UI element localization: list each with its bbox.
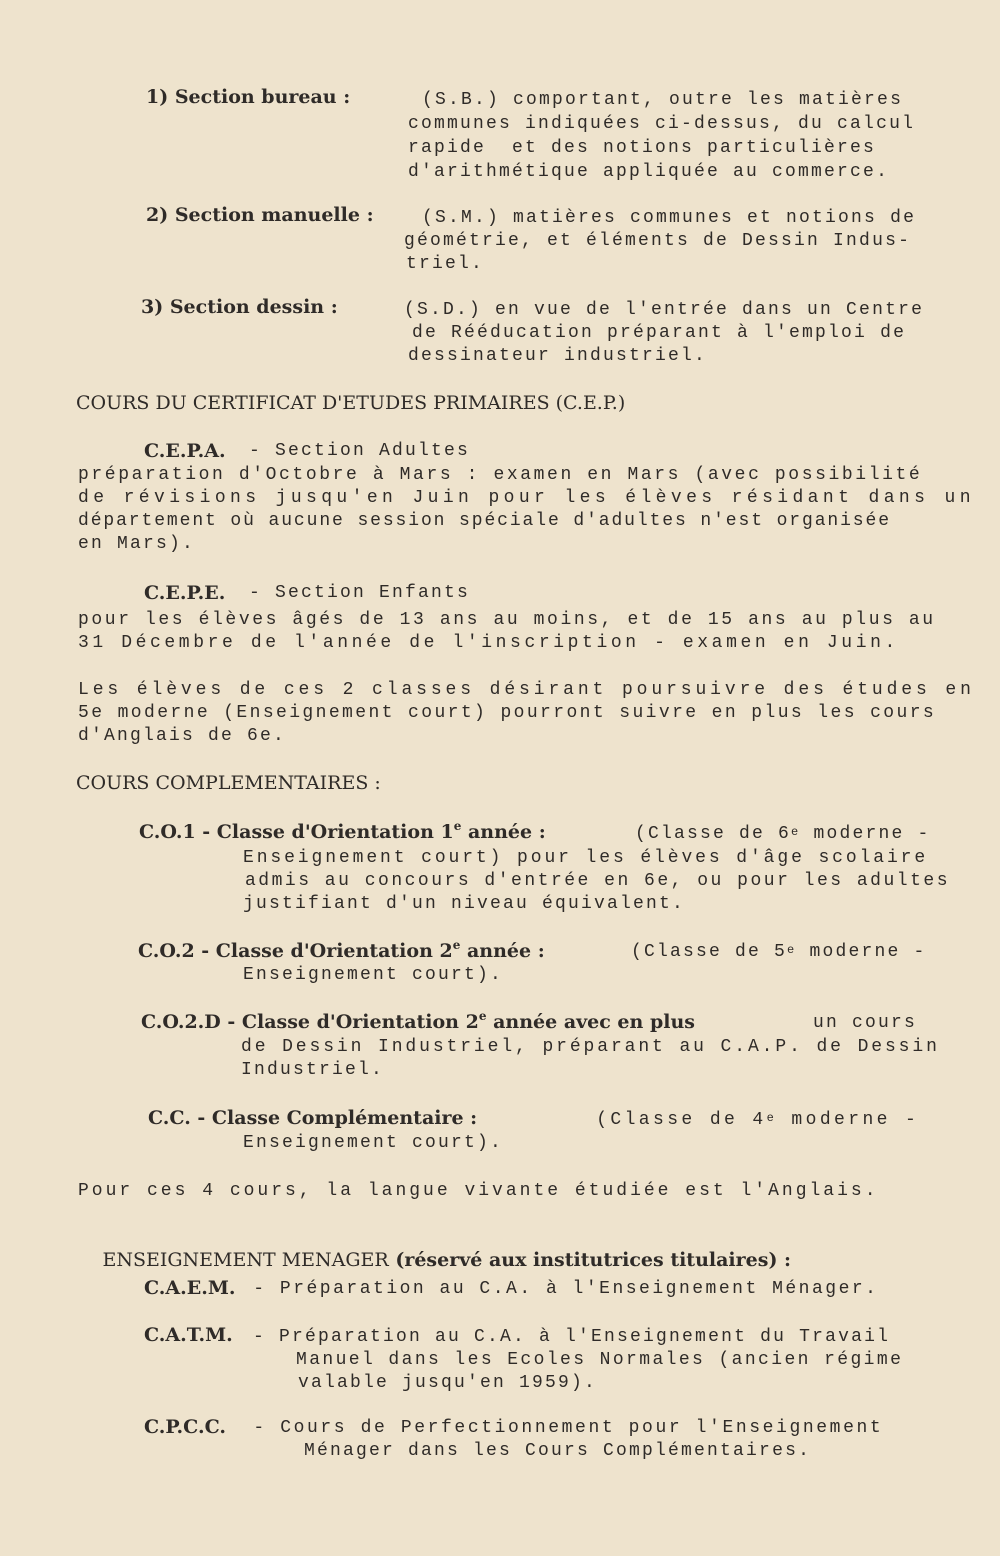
co2d-first-line: un cours bbox=[800, 1013, 918, 1033]
cepa-title: - Section Adultes bbox=[236, 441, 471, 461]
co1-line: justifiant d'un niveau équivalent. bbox=[243, 894, 686, 914]
cep-note-line: Les élèves de ces 2 classes désirant poursuivre des études en bbox=[78, 680, 975, 700]
section-bureau-line: (S.B.) comportant, outre les matières bbox=[422, 90, 904, 110]
section-bureau-line: communes indiquées ci-dessus, du calcul bbox=[408, 114, 916, 134]
cpcc-line: Ménager dans les Cours Complémentaires. bbox=[304, 1441, 812, 1461]
section-bureau-label: 1) Section bureau : bbox=[146, 86, 351, 108]
co1-line: Enseignement court) pour les élèves d'âge scolaire bbox=[243, 848, 929, 868]
cep-note-line: 5e moderne (Enseignement court) pourront suivre en plus les cours bbox=[78, 703, 937, 723]
co2d-label: C.O.2.D - Classe d'Orientation 2e année avec en plus bbox=[141, 1009, 695, 1033]
cepe-line: pour les élèves âgés de 13 ans au moins, et de 15 ans au plus au bbox=[78, 610, 936, 630]
cc-line: Enseignement court). bbox=[243, 1133, 504, 1153]
cepa-label: C.E.P.A. bbox=[144, 440, 226, 462]
catm-line: Manuel dans les Ecoles Normales (ancien régime bbox=[296, 1350, 904, 1370]
cepa-line: préparation d'Octobre à Mars : examen en Mars (avec possibilité bbox=[78, 465, 923, 485]
co2-first-line: (Classe de 5e moderne - bbox=[618, 942, 927, 962]
co2-label: C.O.2 - Classe d'Orientation 2e année : bbox=[138, 938, 545, 962]
section-manuelle-line: géométrie, et éléments de Dessin Indus- bbox=[404, 231, 912, 251]
co1-label: C.O.1 - Classe d'Orientation 1e année : bbox=[139, 819, 546, 843]
cpcc-label: C.P.C.C. bbox=[144, 1416, 226, 1438]
section-manuelle-line: (S.M.) matières communes et notions de bbox=[422, 208, 917, 228]
cpcc-text: - Cours de Perfectionnement pour l'Enseignement bbox=[240, 1418, 884, 1438]
section-manuelle-line: triel. bbox=[406, 254, 485, 274]
section-bureau-line: rapide et des notions particulières bbox=[408, 138, 877, 158]
catm-label: C.A.T.M. bbox=[144, 1324, 233, 1346]
complementaires-heading: COURS COMPLEMENTAIRES : bbox=[76, 772, 381, 794]
cc-first-line: (Classe de 4e moderne - bbox=[582, 1110, 920, 1130]
section-manuelle-label: 2) Section manuelle : bbox=[146, 204, 374, 226]
cc-label: C.C. - Classe Complémentaire : bbox=[148, 1107, 478, 1129]
cep-heading: COURS DU CERTIFICAT D'ETUDES PRIMAIRES (C.E.P.) bbox=[76, 392, 626, 414]
menager-heading-rest: (réservé aux institutrices titulaires) : bbox=[388, 1249, 792, 1271]
cepe-label: C.E.P.E. bbox=[144, 582, 226, 604]
co2d-line: de Dessin Industriel, préparant au C.A.P. de Dessin bbox=[241, 1037, 940, 1057]
complementaires-footer: Pour ces 4 cours, la langue vivante étudiée est l'Anglais. bbox=[78, 1181, 879, 1201]
co1-first-line: (Classe de 6e moderne - bbox=[622, 824, 931, 844]
caem-text: - Préparation au C.A. à l'Enseignement Ménager. bbox=[240, 1279, 879, 1299]
co2-line: Enseignement court). bbox=[243, 965, 504, 985]
cep-note-line: d'Anglais de 6e. bbox=[78, 726, 287, 746]
section-dessin-line: (S.D.) en vue de l'entrée dans un Centre bbox=[404, 300, 925, 320]
menager-heading-main: ENSEIGNEMENT MENAGER bbox=[102, 1249, 389, 1271]
cepa-line: de révisions jusqu'en Juin pour les élèves résidant dans un bbox=[78, 488, 975, 508]
section-dessin-line: dessinateur industriel. bbox=[408, 346, 708, 366]
cepe-line: 31 Décembre de l'année de l'inscription - examen en Juin. bbox=[78, 633, 899, 653]
catm-text: - Préparation au C.A. à l'Enseignement du Travail bbox=[240, 1327, 891, 1347]
cepe-title: - Section Enfants bbox=[236, 583, 471, 603]
cepa-line: département où aucune session spéciale d'adultes n'est organisée bbox=[78, 511, 891, 531]
cepa-line: en Mars). bbox=[78, 534, 196, 554]
caem-label: C.A.E.M. bbox=[144, 1277, 236, 1299]
section-bureau-line: d'arithmétique appliquée au commerce. bbox=[408, 162, 890, 182]
co2d-line: Industriel. bbox=[241, 1060, 385, 1080]
co1-line: admis au concours d'entrée en 6e, ou pour les adultes bbox=[245, 871, 950, 891]
section-dessin-label: 3) Section dessin : bbox=[141, 296, 338, 318]
section-dessin-line: de Rééducation préparant à l'emploi de bbox=[412, 323, 907, 343]
catm-line: valable jusqu'en 1959). bbox=[298, 1373, 598, 1393]
